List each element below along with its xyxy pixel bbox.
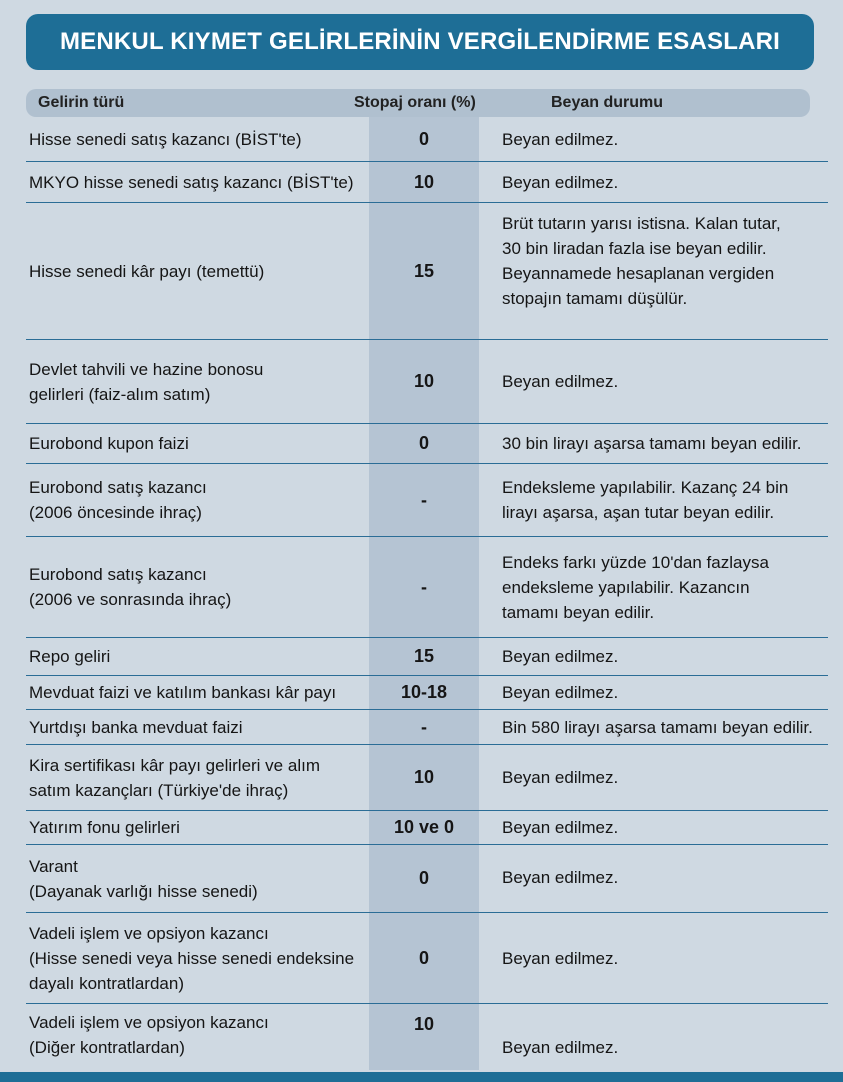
- status-text: Beyan edilmez.: [502, 647, 619, 666]
- cell-status: [502, 203, 828, 339]
- cell-rate: 0: [418, 868, 429, 888]
- cell-rate: 0: [418, 128, 429, 149]
- cell-rate: 10: [413, 171, 435, 192]
- cell-rate: 10: [413, 1014, 435, 1034]
- status-text: Bin 580 lirayı aşarsa tamamı beyan edilir.: [502, 717, 813, 737]
- cell-rate: 0: [418, 433, 429, 453]
- header-income-type: Gelirin türü: [38, 94, 125, 111]
- cell-income-type: [29, 710, 367, 744]
- table-row: [26, 638, 828, 676]
- header-withholding-rate: Stopaj oranı (%): [354, 94, 476, 111]
- income-type-text: MKYO hisse senedi satış kazancı (BİST'te): [29, 172, 354, 192]
- bottom-border: [0, 1072, 843, 1082]
- cell-income-type: [29, 913, 367, 1003]
- page-title: MENKUL KIYMET GELİRLERİNİN VERGİLENDİRME ESASLARI: [26, 14, 814, 70]
- income-type-text: Hisse senedi satış kazancı (BİST'te): [29, 129, 302, 149]
- cell-rate: 10: [413, 371, 435, 391]
- status-text: Beyan edilmez.: [502, 1038, 619, 1057]
- cell-rate: 0: [418, 947, 429, 968]
- income-type-text: Eurobond kupon faizi: [29, 434, 189, 453]
- cell-rate: 10-18: [400, 682, 448, 702]
- cell-status: [502, 117, 828, 161]
- cell-income-type: [29, 845, 367, 912]
- cell-rate: -: [421, 716, 427, 737]
- cell-rate: -: [421, 576, 427, 597]
- income-type-text: Varant (Dayanak varlığı hisse senedi): [29, 856, 258, 901]
- status-text: Beyan edilmez.: [502, 818, 619, 837]
- status-text: Endeks farkı yüzde 10'dan fazlaysa endeksleme yapılabilir. Kazancın tamamı beyan edilir.: [502, 552, 769, 622]
- cell-income-type: [29, 117, 367, 161]
- income-type-text: Yatırım fonu gelirleri: [29, 818, 180, 837]
- table-row: [26, 537, 828, 638]
- cell-income-type: [29, 537, 367, 637]
- table-body: [26, 117, 828, 1066]
- cell-status: [502, 424, 828, 463]
- table-row: [26, 710, 828, 745]
- cell-status: [502, 745, 828, 810]
- table-row: [26, 117, 828, 162]
- income-type-text: Hisse senedi kâr payı (temettü): [29, 261, 265, 281]
- income-type-text: Yurtdışı banka mevduat faizi: [29, 717, 243, 737]
- cell-status: [502, 710, 828, 744]
- table-row: [26, 845, 828, 913]
- status-text: Beyan edilmez.: [502, 172, 619, 192]
- cell-income-type: [29, 638, 367, 675]
- cell-income-type: [29, 203, 367, 339]
- table-header: [26, 89, 810, 117]
- cell-income-type: [29, 811, 367, 844]
- table-row: [26, 745, 828, 811]
- cell-income-type: [29, 745, 367, 810]
- cell-income-type: [29, 1004, 367, 1066]
- header-declaration-status: Beyan durumu: [551, 94, 664, 111]
- cell-status: [502, 676, 828, 709]
- cell-income-type: [29, 464, 367, 536]
- cell-rate: 15: [413, 646, 435, 666]
- cell-status: [502, 913, 828, 1003]
- status-text: Endeksleme yapılabilir. Kazanç 24 bin lirayı aşarsa, aşan tutar beyan edilir.: [502, 478, 789, 522]
- status-text: 30 bin lirayı aşarsa tamamı beyan edilir.: [502, 434, 802, 453]
- cell-status: [502, 1004, 828, 1066]
- cell-status: [502, 811, 828, 844]
- income-type-text: Repo geliri: [29, 647, 111, 666]
- cell-status: [502, 464, 828, 536]
- table-row: [26, 676, 828, 710]
- table-row: [26, 203, 828, 340]
- table-row: [26, 424, 828, 464]
- income-type-text: Mevduat faizi ve katılım bankası kâr payı: [29, 683, 337, 702]
- status-text: Beyan edilmez.: [502, 129, 619, 149]
- table-row: [26, 913, 828, 1004]
- cell-status: [502, 638, 828, 675]
- status-text: Beyan edilmez.: [502, 948, 619, 968]
- cell-status: [502, 537, 828, 637]
- table-row: [26, 464, 828, 537]
- table-row: [26, 1004, 828, 1066]
- table-row: [26, 162, 828, 203]
- status-text: Brüt tutarın yarısı istisna. Kalan tutar, 30 bin liradan fazla ise beyan edilir. Beyannamede hesaplanan vergiden stopajın tamamı düşülür.: [502, 214, 781, 308]
- table-row: [26, 811, 828, 845]
- cell-status: [502, 162, 828, 202]
- cell-income-type: [29, 424, 367, 463]
- income-type-text: Eurobond satış kazancı (2006 ve sonrasında ihraç): [29, 565, 232, 609]
- cell-rate: 10 ve 0: [393, 817, 455, 837]
- cell-rate: 15: [413, 260, 435, 281]
- income-type-text: Eurobond satış kazancı (2006 öncesinde ihraç): [29, 478, 207, 522]
- cell-status: [502, 845, 828, 912]
- income-type-text: Kira sertifikası kâr payı gelirleri ve alım satım kazançları (Türkiye'de ihraç): [29, 755, 320, 800]
- income-type-text: Devlet tahvili ve hazine bonosu gelirleri (faiz-alım satım): [29, 359, 264, 404]
- status-text: Beyan edilmez.: [502, 868, 619, 887]
- cell-status: [502, 340, 828, 423]
- income-type-text: Vadeli işlem ve opsiyon kazancı (Diğer kontratlardan): [29, 1013, 269, 1057]
- cell-income-type: [29, 676, 367, 709]
- status-text: Beyan edilmez.: [502, 768, 619, 787]
- cell-rate: -: [421, 489, 427, 510]
- cell-income-type: [29, 340, 367, 423]
- cell-income-type: [29, 162, 367, 202]
- cell-rate: 10: [413, 767, 435, 787]
- income-type-text: Vadeli işlem ve opsiyon kazancı (Hisse senedi veya hisse senedi endeksine dayalı kontratlardan): [29, 923, 355, 993]
- status-text: Beyan edilmez.: [502, 683, 619, 702]
- table-row: [26, 340, 828, 424]
- status-text: Beyan edilmez.: [502, 372, 619, 391]
